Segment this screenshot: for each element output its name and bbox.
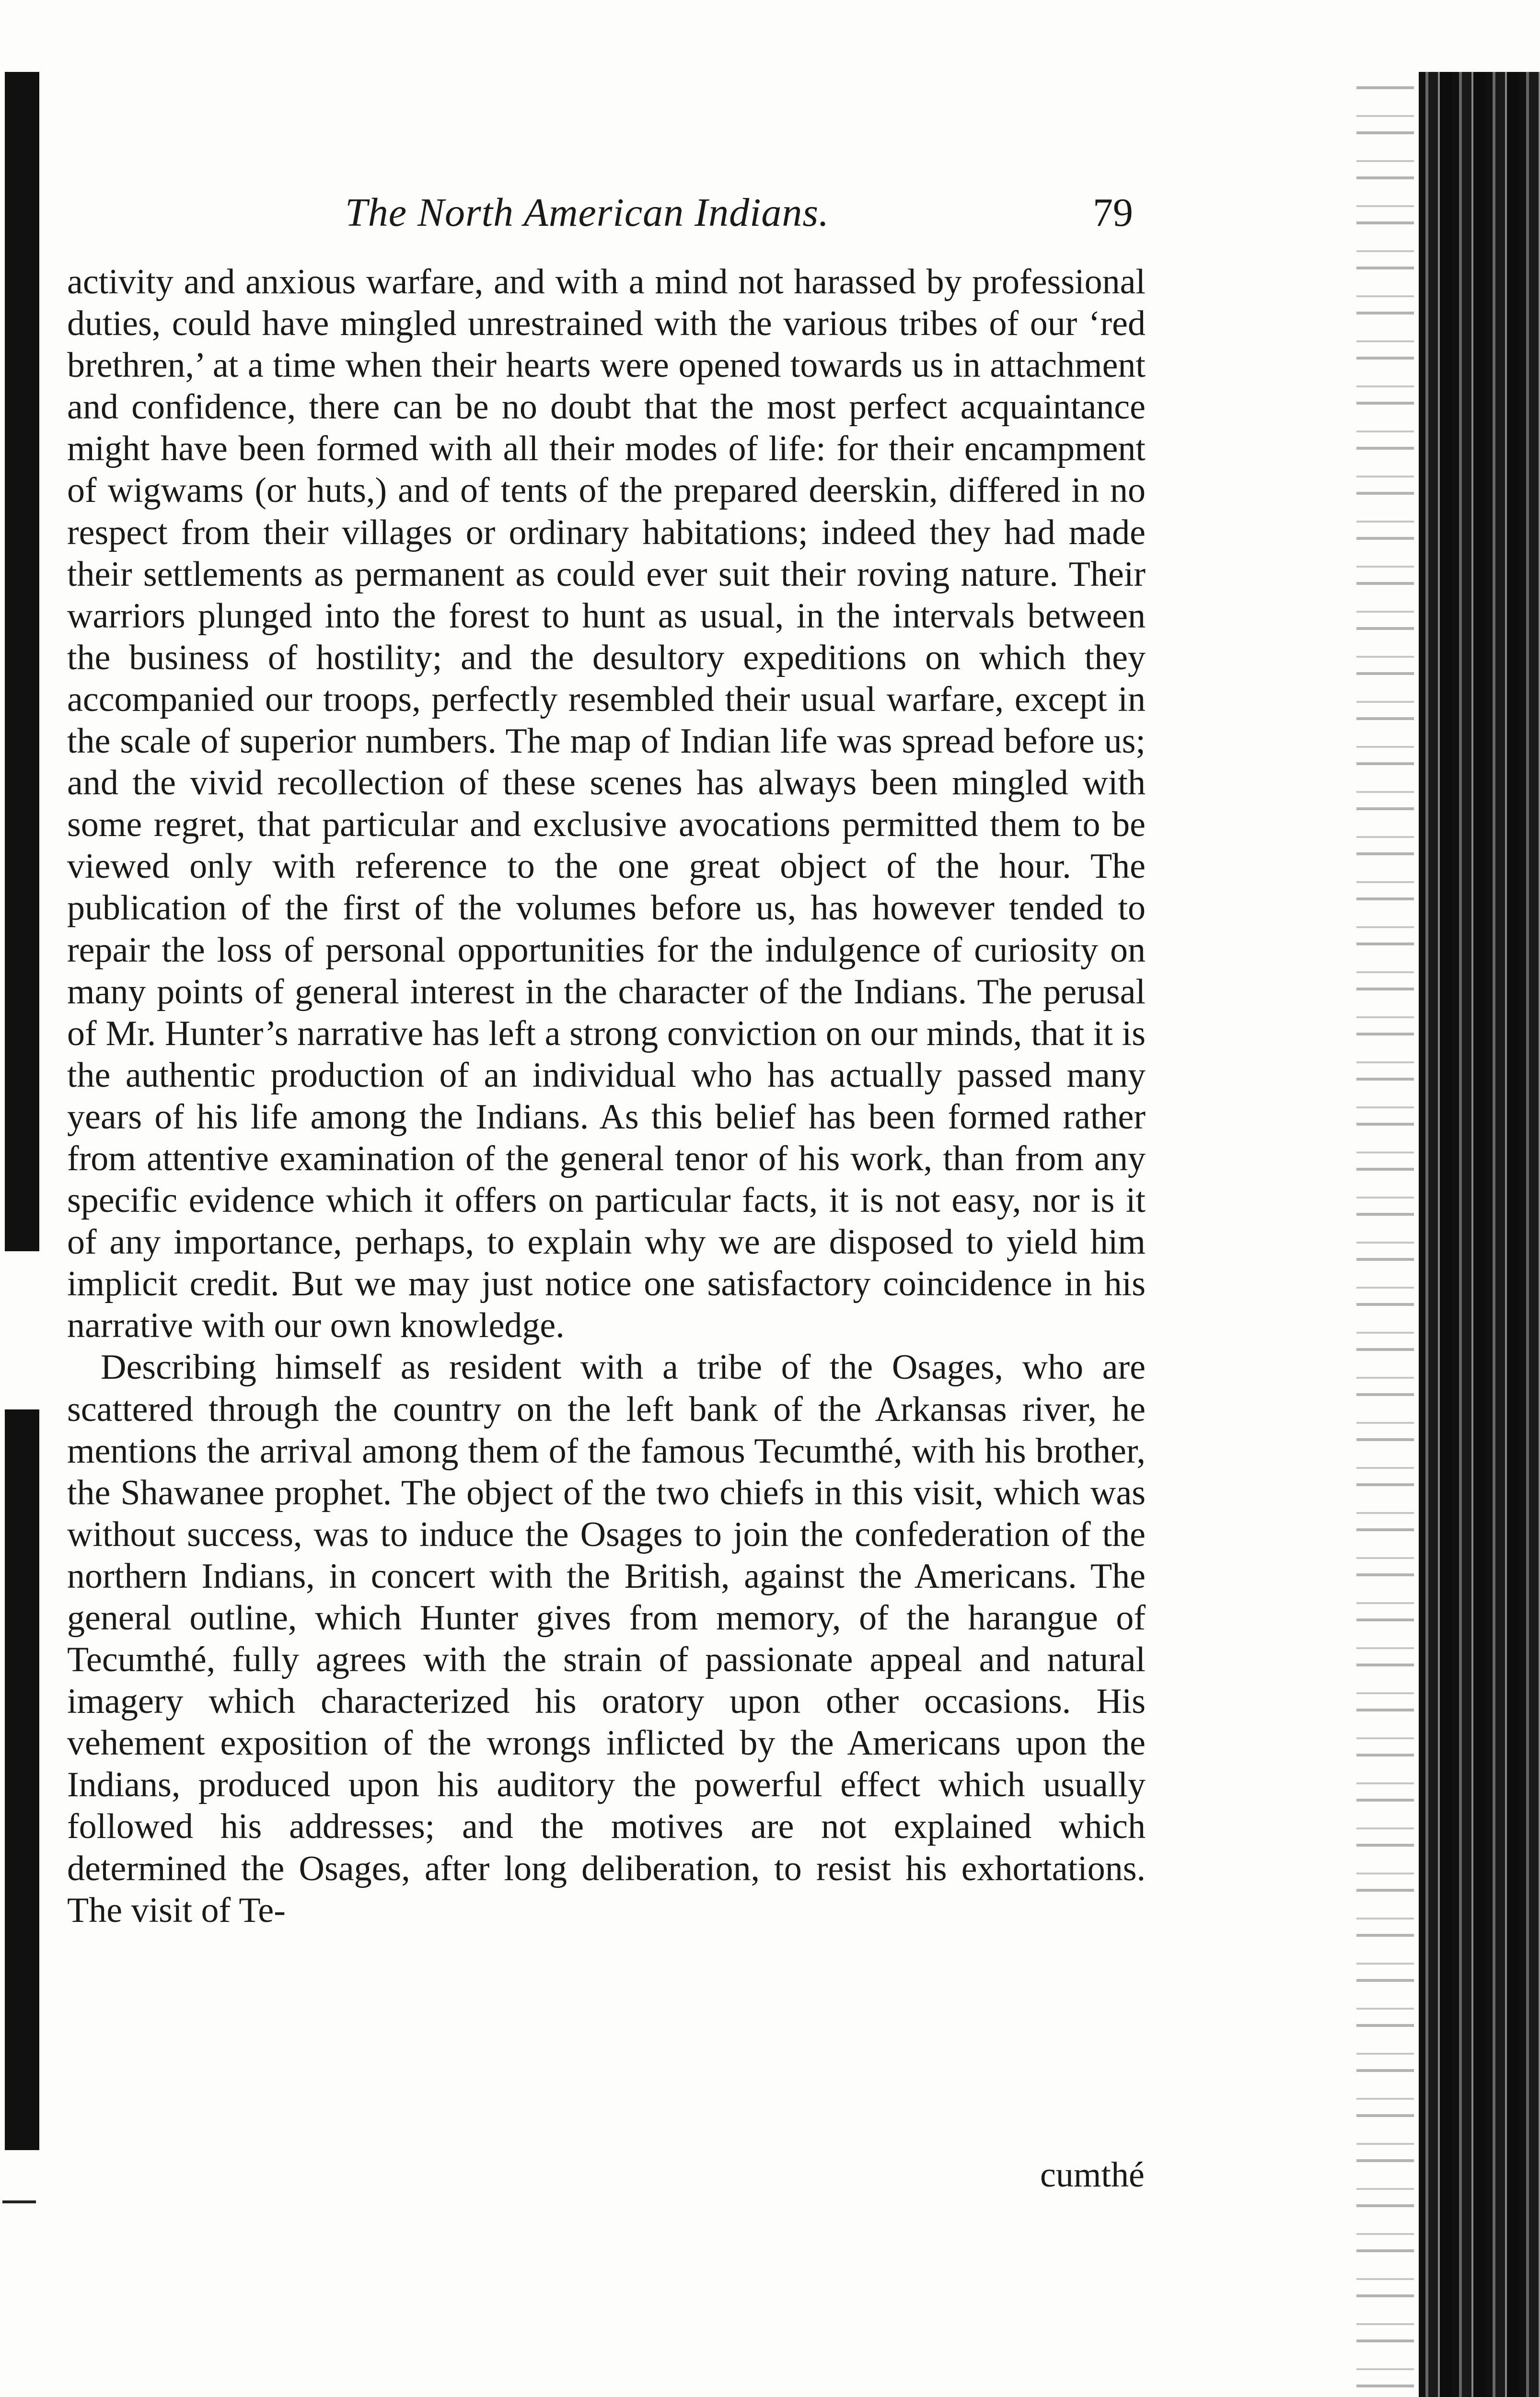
running-title: The North American Indians. (345, 190, 830, 235)
margin-dash (2, 2200, 36, 2203)
body-text (67, 261, 1146, 1932)
binding-shadow-top (5, 72, 39, 1251)
catchword: cumthé (1040, 2155, 1145, 2195)
paragraph-2: Describing himself as resident with a tribe of the Osages, who are scattered through the country on the left bank of the Arkansas river, he mentions the arrival among them of the famous Tecumthé, with his brother, the Shawanee prophet. The object of the two chiefs in this visit, which was without success, was to induce the Osages to join the confederation of the northern Indians, in concert with the British, against the Americans. The general outline, which Hunter gives from memory, of the harangue of Tecumthé, fully agrees with the strain of passionate appeal and natural imagery which characterized his oratory upon other occasions. His vehement exposition of the wrongs inflicted by the Americans upon the Indians, produced upon his auditory the powerful effect which usually followed his addresses; and the motives are not explained which determined the Osages, after long deliberation, to resist his exhortations. The visit of Te- (67, 1348, 1146, 1930)
page-edge-shadow (1419, 72, 1540, 2397)
page-edge-noise (1356, 72, 1414, 2397)
paragraph-1: activity and anxious warfare, and with a mind not harassed by professional duties, could have mingled unrestrained with the various tribes of our ‘red brethren,’ at a time when their hearts were opened towards us in attachment and confidence, there can be no doubt that the most perfect acquaintance might have been formed with all their modes of life: for their encampment of wigwams (or huts,) and of tents of the prepared deerskin, differed in no respect from their villages or ordinary habitations; indeed they had made their settlements as permanent as could ever suit their roving nature. Their warriors plunged into the forest to hunt as usual, in the intervals between the business of hostility; and the desultory expeditions on which they accompanied our troops, perfectly resembled their usual warfare, except in the scale of superior numbers. The map of Indian life was spread before us; and the vivid recollection of these scenes has always been mingled with some regret, that particular and exclusive avocations permitted them to be viewed only with reference to the one great object of the hour. The publication of the first of the volumes before us, has however tended to repair the loss of personal opportunities for the indulgence of curiosity on many points of general interest in the character of the Indians. The perusal of Mr. Hunter’s narrative has left a strong conviction on our minds, that it is the authentic production of an individual who has actually passed many years of his life among the Indians. As this belief has been formed rather from attentive examination of the general tenor of his work, than from any specific evidence which it offers on particular facts, it is not easy, nor is it of any importance, perhaps, to explain why we are disposed to yield him implicit credit. But we may just notice one satisfactory coincidence in his narrative with our own knowledge. (67, 262, 1146, 1346)
page-header (0, 189, 1189, 247)
binding-shadow-bottom (5, 1409, 39, 2150)
page-number: 79 (1093, 190, 1133, 235)
